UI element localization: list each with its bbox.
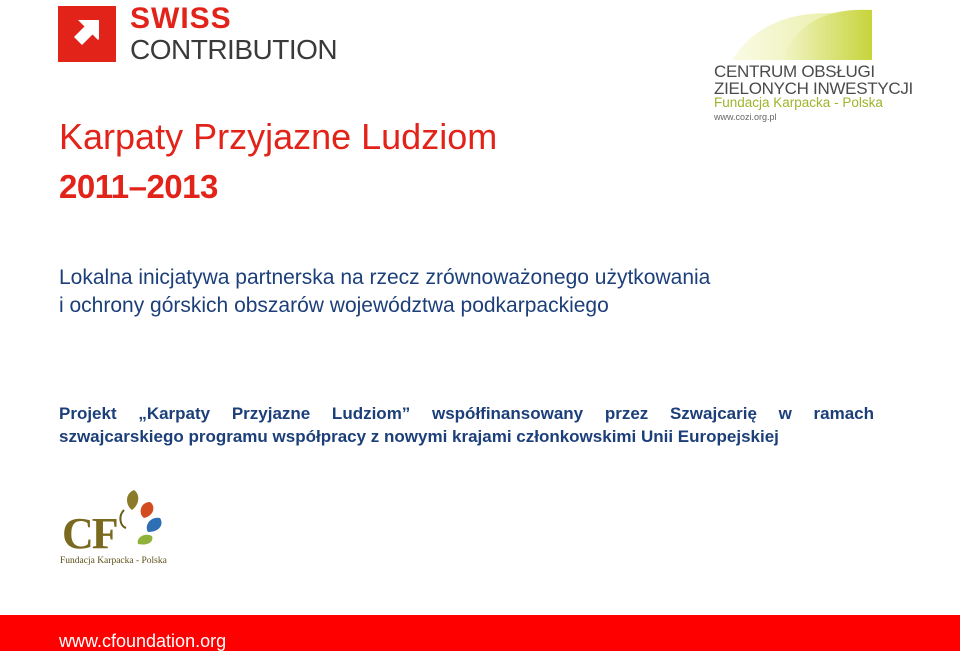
- subtitle: [59, 264, 899, 320]
- subtitle-line2: i ochrony górskich obszarów województwa podkarpackiego: [59, 294, 609, 317]
- page-title: Karpaty Przyjazne Ludziom: [59, 116, 498, 157]
- cozi-sun-arc-icon: [712, 4, 882, 64]
- subtitle-line1: Lokalna inicjatywa partnerska na rzecz zrównoważonego użytkowania: [59, 266, 711, 289]
- project-years: 2011–2013: [59, 168, 218, 205]
- cozi-logo-line2: ZIELONYCH INWESTYCJI: [714, 79, 913, 98]
- cozi-logo: [712, 4, 913, 122]
- project-statement: [59, 402, 874, 448]
- cozi-logo-line3: Fundacja Karpacka - Polska: [714, 95, 883, 110]
- cozi-logo-url: www.cozi.org.pl: [714, 112, 777, 122]
- footer-website-link[interactable]: www.cfoundation.org: [59, 631, 227, 651]
- swiss-logo-word1: SWISS: [130, 2, 232, 35]
- swiss-contribution-logo: [58, 2, 358, 68]
- swiss-logo-word2: CONTRIBUTION: [130, 34, 338, 65]
- project-statement-line2: szwajcarskiego programu współpracy z nowymi krajami członkowskimi Unii Europejskiej: [59, 427, 779, 446]
- project-statement-line1: Projekt „Karpaty Przyjazne Ludziom” współfinansowany przez Szwajcarię w ramach: [59, 404, 874, 423]
- carpathian-foundation-logo: [60, 488, 170, 570]
- cf-logo-letters: CF: [62, 509, 117, 558]
- cozi-logo-line1: CENTRUM OBSŁUGI: [714, 62, 875, 81]
- footer-bar: [0, 615, 960, 651]
- swiss-logo-mark-icon: [58, 6, 116, 62]
- cf-logo-caption: Fundacja Karpacka - Polska: [60, 556, 167, 566]
